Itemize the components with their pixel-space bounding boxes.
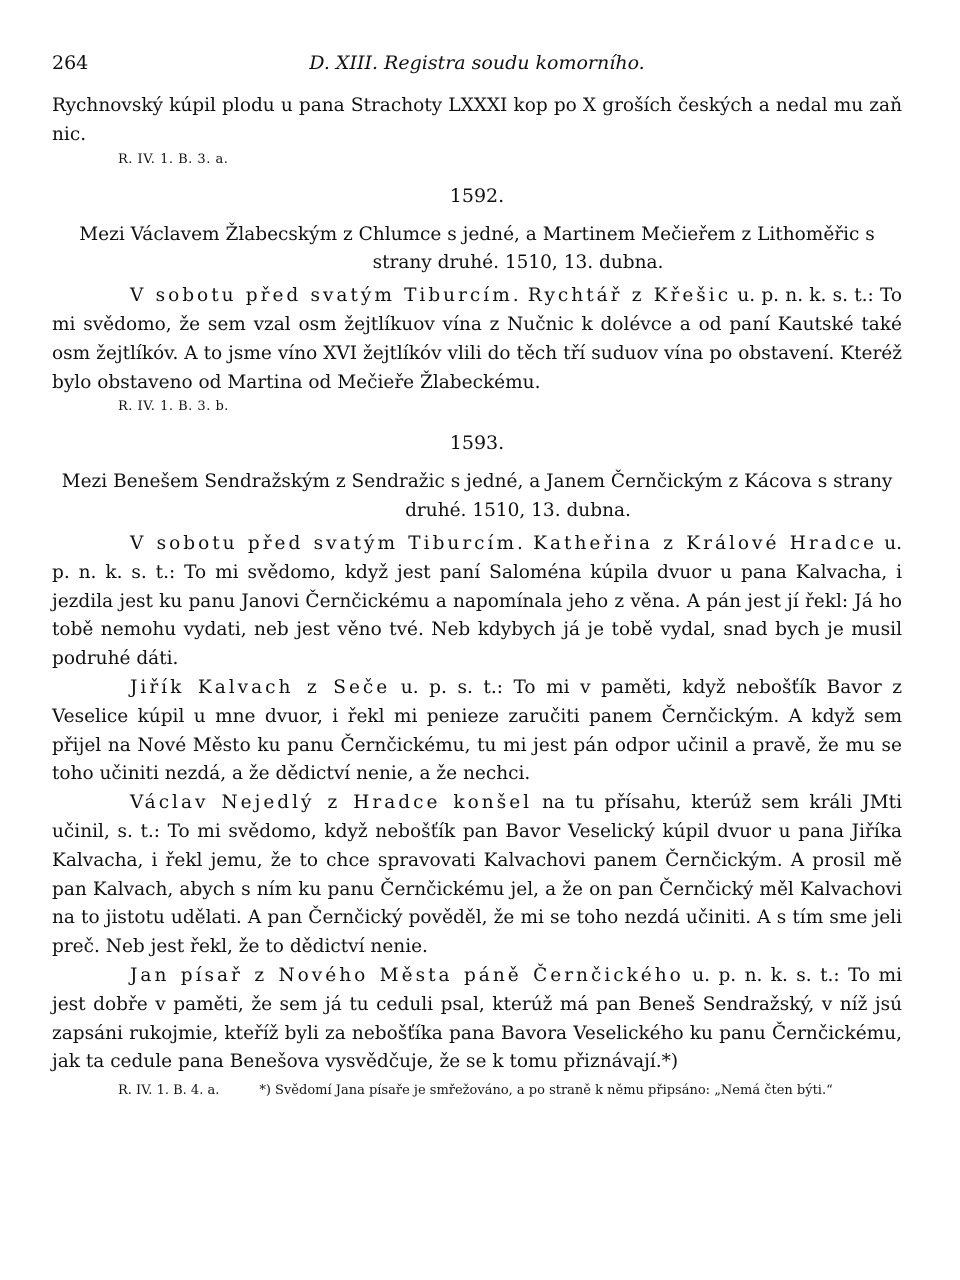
page-header (52, 52, 902, 92)
witness-4-text: u. p. n. k. s. t.: To mi jest dobře v paměti, že sem já tu ceduli psal, kterúž má pan Beneš Sendražský, v níž jsú zapsáni rukojmie, kteříž byli za nebošťíka pana Bavora Veselického ku panu Černčickému, jak ta cedule pana Benešova vysvědčuje, že se k tomu přiznávají.*) (52, 964, 902, 1073)
footnote: *) Svědomí Jana písaře je smřežováno, a po straně k němu připsáno: „Nemá čten býti.“ (259, 1083, 833, 1099)
entry-1593-ref: R. IV. 1. B. 4. a. (118, 1083, 220, 1099)
witness-4-name: Jan písař z Nového Města páně Černčického (130, 964, 684, 986)
entry-1592-witness: Rychtář z Křešic (527, 285, 732, 307)
witness-1-name: Katheřina z Králové Hradce (533, 532, 877, 554)
running-title: D. XIII. Registra soudu komorního. (309, 52, 645, 74)
entry-1592-ref: R. IV. 1. B. 3. b. (118, 399, 229, 415)
witness-2-name: Jiřík Kalvach z Seče (130, 676, 391, 698)
entry-1593-witness-1 (52, 530, 902, 674)
entry-1593-parties: Mezi Benešem Sendražským z Sendražic s jedné, a Janem Černčickým z Kácova s strany druhé. 1510, 13. dubna. (61, 471, 893, 522)
entry-1592-testimony (52, 282, 902, 397)
footnote-block (52, 1081, 902, 1101)
page (52, 52, 902, 1101)
page-number: 264 (52, 52, 89, 74)
entry-1593-witness-4 (52, 962, 902, 1077)
entry-1593-witness-2 (52, 674, 902, 789)
entry-1593-date: V sobotu před svatým Tiburcím. (130, 532, 526, 554)
entry-1593-witness-3 (52, 789, 902, 962)
witness-3-text: na tu přísahu, kterúž sem králi JMti učinil, s. t.: To mi svědomo, když nebošťík pan Bavor Veselický kúpil dvuor u pana Jiříka Kalvacha, i řekl jemu, že to chce spravovati Kalvachovi panem Černčickým. A prosil mě pan Kalvach, abych s ním ku panu Černčickému jel, a že on pan Černčický měl Kalvachovi na to jistotu udělati. A pan Černčický pověděl, že mi se toho nezdá učiniti. A s tím sme jeli preč. Neb jest řekl, že to dědictví nenie. (52, 792, 902, 958)
witness-3-name: Václav Nejedlý z Hradce konšel (130, 792, 533, 814)
entry-1592-parties: Mezi Václavem Žlabecským z Chlumce s jedné, a Martinem Mečieřem z Lithoměřic s strany druhé. 1510, 13. dubna. (79, 223, 875, 274)
entry-number-1593: 1593. (449, 432, 505, 455)
witness-2-text: u. p. s. t.: To mi v paměti, když nebošťík Bavor z Veselice kúpil u mne dvuor, i řekl mi penieze zaručiti panem Černčickým. A když sem přijel na Nové Město ku panu Černčickému, tu mi jest pán odpor učinil a pravě, že mu se toho učiniti nezdá, a že dědictví nenie, a že nechci. (52, 676, 902, 785)
entry-1592-testimony-text: u. p. n. k. s. t.: To mi svědomo, že sem vzal osm žejtlíkuov vína z Nučnic k dolévce a od paní Kautské také osm žejtlíkóv. A to jsme víno XVI žejtlíkóv vlili do těch tří suduov vína po obstavení. Kteréž bylo obstaveno od Martina od Mečieře Žlabeckému. (52, 285, 903, 393)
entry-number-1592: 1592. (449, 184, 505, 207)
prev-entry-ref: R. IV. 1. B. 3. a. (118, 151, 229, 167)
witness-1-text: u. p. n. k. s. t.: To mi svědomo, když jest paní Saloména kúpila dvuor u pana Kalvacha, i jezdila jest ku panu Janovi Černčickému a napomínala jeho z věna. A pán jest jí řekl: Já ho tobě nemohu vydati, neb jest věno tvé. Neb kdybych já je tobě vydal, snad bych je musil podruhé dáti. (52, 532, 902, 670)
prev-entry-text: Rychnovský kúpil plodu u pana Strachoty LXXXI kop po X groších českých a nedal mu zaň nic. (52, 95, 902, 145)
entry-1592-date: V sobotu před svatým Tiburcím. (130, 285, 522, 307)
